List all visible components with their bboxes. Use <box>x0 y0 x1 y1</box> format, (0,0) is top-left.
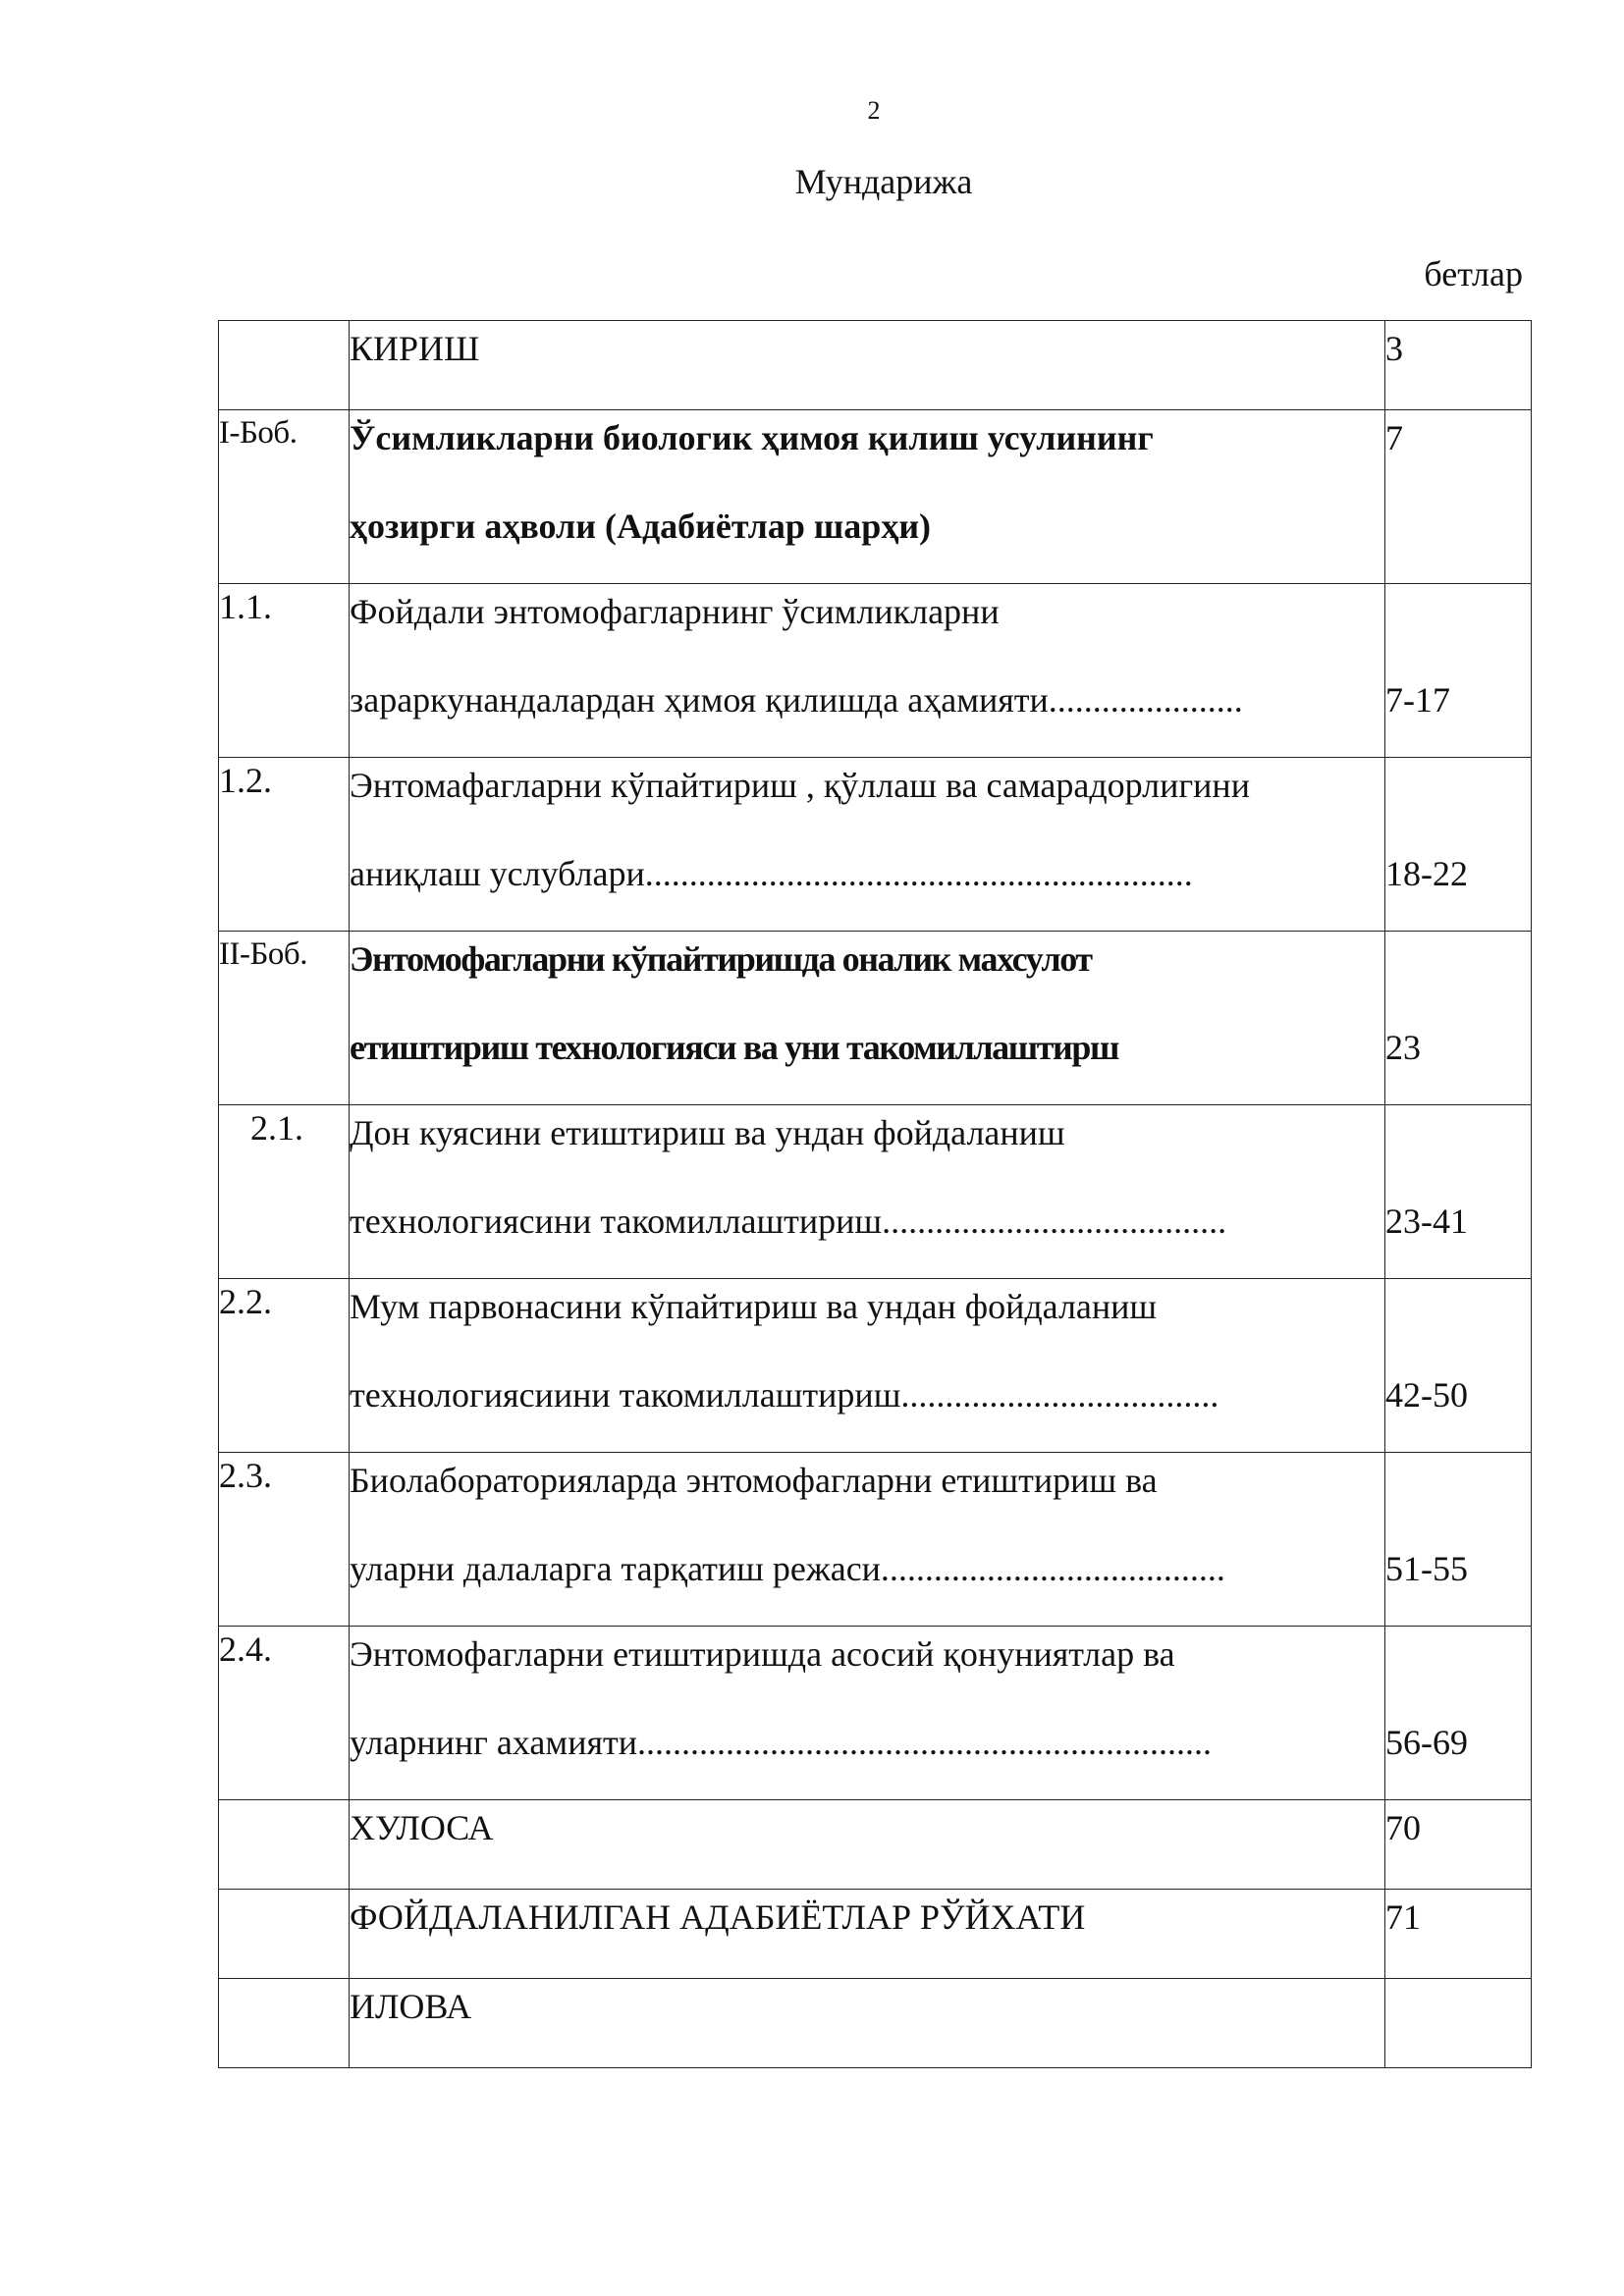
toc-row <box>219 758 1532 932</box>
title-line: Дон куясини етиштириш ва ундан фойдаланиш <box>350 1113 1065 1152</box>
page-ref: 3 <box>1385 321 1532 410</box>
toc-row <box>219 932 1532 1105</box>
title-line: Энтомофагларни кўпайтиришда оналик махсулот <box>350 939 1092 979</box>
title-line: КИРИШ <box>350 329 480 368</box>
title-line: Энтомофагларни етиштиришда асосий қонуниятлар ва <box>350 1634 1175 1674</box>
section-number: 2.3. <box>219 1453 350 1627</box>
section-title <box>350 1800 1385 1890</box>
toc-title: Мундарижа <box>794 162 973 201</box>
page-ref: 70 <box>1385 1800 1532 1890</box>
toc-row <box>219 410 1532 584</box>
page-ref: 42-50 <box>1385 1279 1532 1453</box>
toc-row <box>219 1453 1532 1627</box>
title-line: технологиясиини такомиллаштириш.................................... <box>350 1375 1219 1415</box>
section-number: 1.2. <box>219 758 350 932</box>
section-title <box>350 584 1385 758</box>
page-ref: 56-69 <box>1385 1627 1532 1800</box>
section-title <box>350 410 1385 584</box>
toc-row <box>219 584 1532 758</box>
title-line: Фойдали энтомофагларнинг ўсимликларни <box>350 592 1000 631</box>
section-number: I-Боб. <box>219 410 350 584</box>
section-number <box>219 1890 350 1979</box>
section-title <box>350 1453 1385 1627</box>
toc-row <box>219 1979 1532 2068</box>
table-of-contents <box>218 320 1532 2068</box>
page-ref: 18-22 <box>1385 758 1532 932</box>
toc-row <box>219 1890 1532 1979</box>
title-line: етиштириш технологияси ва уни такомиллаштирш <box>350 1028 1118 1067</box>
toc-row <box>219 1800 1532 1890</box>
title-line: зараркунандалардан ҳимоя қилишда аҳамияти...................... <box>350 680 1243 720</box>
section-number: 2.1. <box>219 1105 350 1279</box>
page-ref: 7 <box>1385 410 1532 584</box>
title-line: Биолабораторияларда энтомофагларни етиштириш ва <box>350 1461 1158 1500</box>
title-line: Ўсимликларни биологик ҳимоя қилиш усулининг <box>350 418 1154 457</box>
toc-row <box>219 321 1532 410</box>
section-number: 1.1. <box>219 584 350 758</box>
page-ref: 51-55 <box>1385 1453 1532 1627</box>
title-line: Мум парвонасини кўпайтириш ва ундан фойдаланиш <box>350 1287 1158 1326</box>
section-number <box>219 1979 350 2068</box>
title-line: уларни далаларга тарқатиш режаси....................................... <box>350 1549 1225 1588</box>
page-ref: 7-17 <box>1385 584 1532 758</box>
title-line: Энтомафагларни кўпайтириш , қўллаш ва самарадорлигини <box>350 766 1250 805</box>
page-ref: 23 <box>1385 932 1532 1105</box>
section-title <box>350 321 1385 410</box>
title-line: технологиясини такомиллаштириш....................................... <box>350 1201 1227 1241</box>
section-number: II-Боб. <box>219 932 350 1105</box>
page-ref: 23-41 <box>1385 1105 1532 1279</box>
page-ref: 71 <box>1385 1890 1532 1979</box>
section-title <box>350 1627 1385 1800</box>
toc-row <box>219 1105 1532 1279</box>
toc-row <box>219 1279 1532 1453</box>
section-title <box>350 932 1385 1105</box>
toc-row <box>219 1627 1532 1800</box>
page-number: 2 <box>867 96 881 125</box>
title-line: уларнинг ахамияти................................................................. <box>350 1723 1213 1762</box>
title-line: аниқлаш услублари.............................................................. <box>350 854 1193 893</box>
title-line: ФОЙДАЛАНИЛГАН АДАБИЁТЛАР РЎЙХАТИ <box>350 1897 1086 1937</box>
section-title <box>350 1979 1385 2068</box>
section-number <box>219 1800 350 1890</box>
page-ref <box>1385 1979 1532 2068</box>
pages-column-label: бетлар <box>1424 254 1523 294</box>
title-line: ҳозирги аҳволи (Адабиётлар шарҳи) <box>350 507 932 546</box>
section-title <box>350 758 1385 932</box>
section-number: 2.4. <box>219 1627 350 1800</box>
title-line: ИЛОВА <box>350 1987 472 2026</box>
section-title <box>350 1279 1385 1453</box>
section-number <box>219 321 350 410</box>
section-title <box>350 1890 1385 1979</box>
section-number: 2.2. <box>219 1279 350 1453</box>
section-title <box>350 1105 1385 1279</box>
title-line: ХУЛОСА <box>350 1808 494 1847</box>
